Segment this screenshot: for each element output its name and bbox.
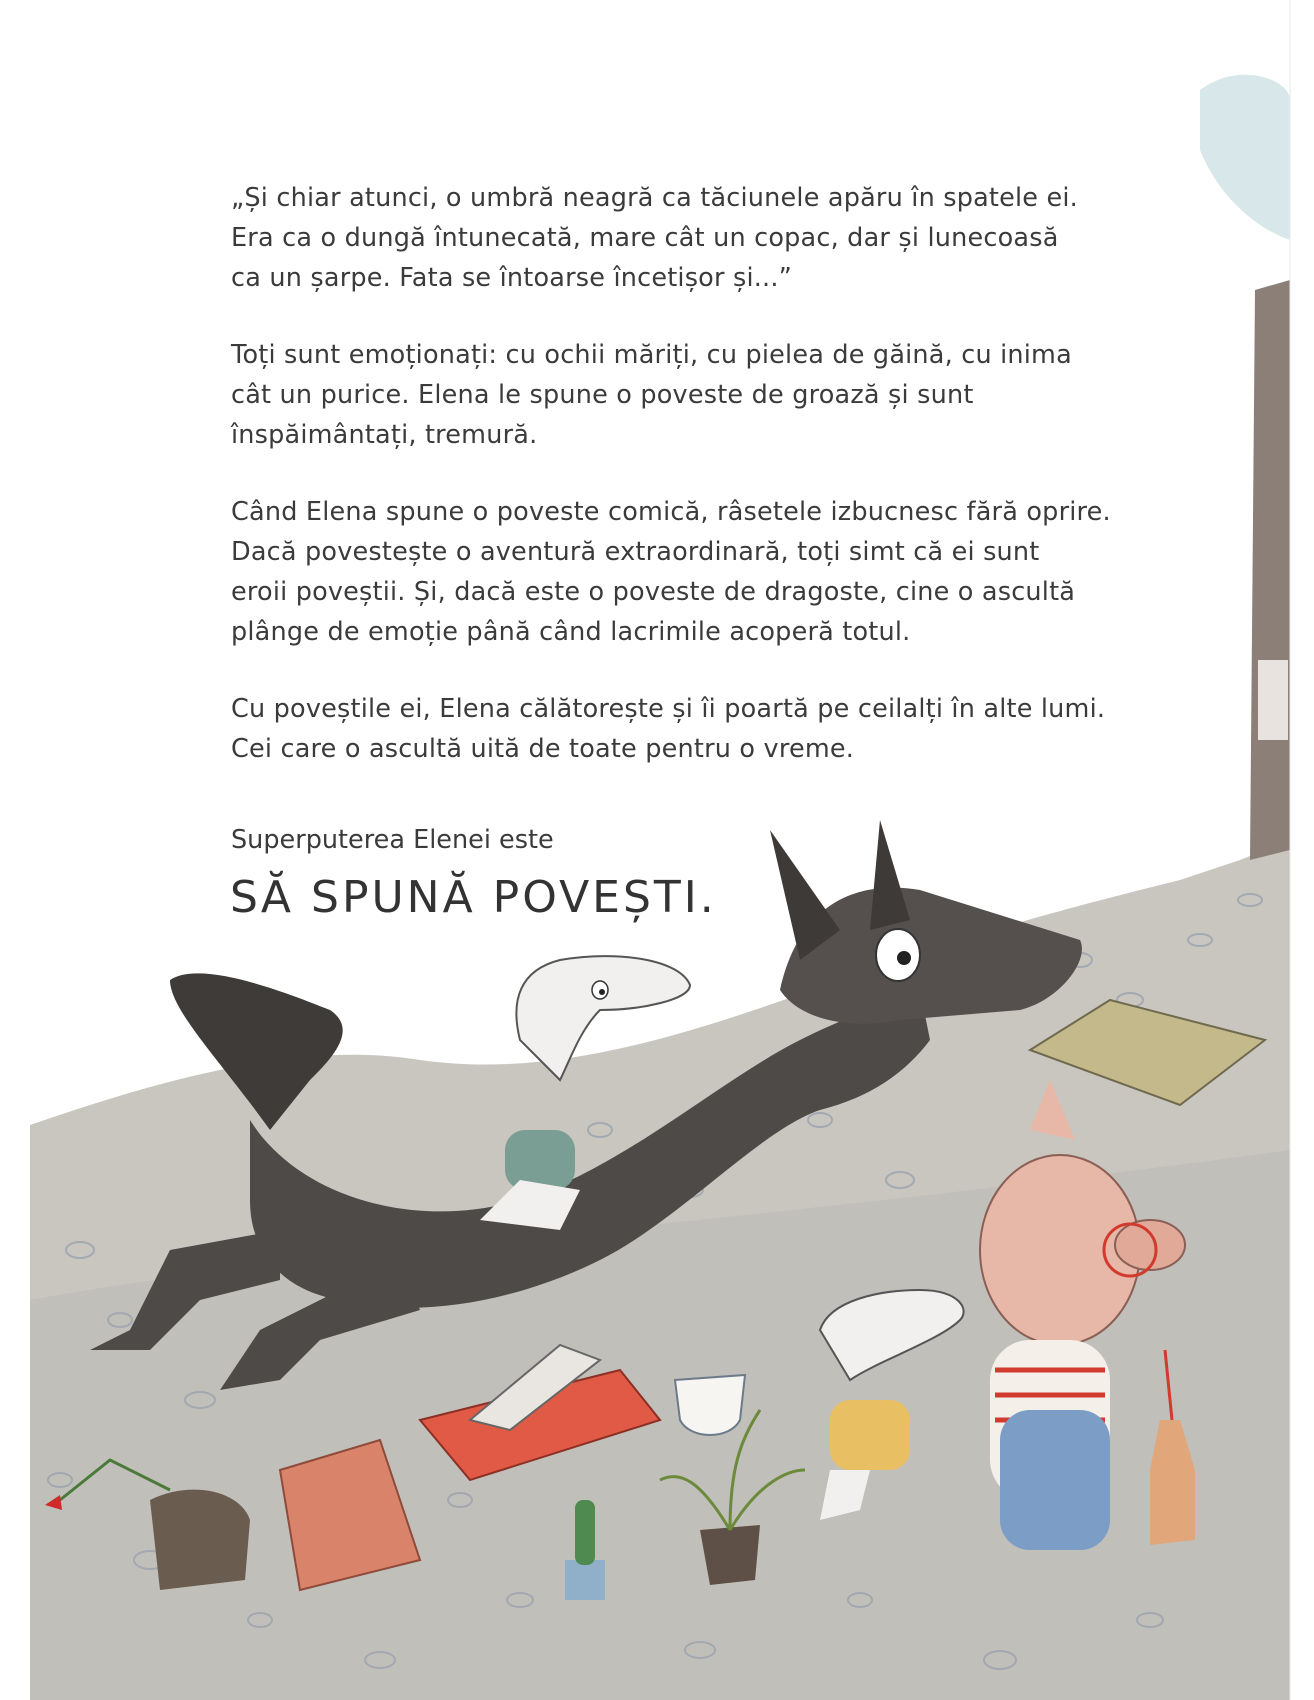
- building: [1250, 280, 1290, 860]
- paragraph-line: ca un șarpe. Fata se întoarse încetișor și...”: [231, 263, 793, 293]
- paragraph-line: Toți sunt emoționați: cu ochii măriți, cu pielea de găină, cu inima: [231, 340, 1072, 370]
- teacup: [675, 1375, 745, 1435]
- story-text: [231, 178, 1111, 806]
- paragraph-4: [231, 689, 1111, 769]
- plant-sack: [150, 1490, 250, 1590]
- paragraph-line: eroii poveștii. Și, dacă este o poveste de dragoste, cine o ascultă: [231, 577, 1076, 607]
- paragraph-line: cât un purice. Elena le spune o poveste de groază și sunt: [231, 380, 974, 410]
- paragraph-line: Când Elena spune o poveste comică, râsetele izbucnesc fără oprire.: [231, 497, 1111, 527]
- superpower-intro: Superputerea Elenei este: [231, 825, 554, 855]
- superpower-headline: SĂ SPUNĂ POVEȘTI.: [230, 872, 717, 923]
- paragraph-line: înspăimântați, tremură.: [231, 420, 538, 450]
- paragraph-line: Dacă povestește o aventură extraordinară, toți simt că ei sunt: [231, 537, 1040, 567]
- paragraph-line: Cei care o ascultă uită de toate pentru o vreme.: [231, 734, 855, 764]
- paragraph-line: „Și chiar atunci, o umbră neagră ca tăciunele apăru în spatele ei.: [231, 183, 1078, 213]
- paragraph-3: [231, 492, 1111, 652]
- paragraph-1: [231, 178, 1111, 298]
- paragraph-2: [231, 335, 1111, 455]
- paragraph-line: Era ca o dungă întunecată, mare cât un copac, dar și lunecoasă: [231, 223, 1059, 253]
- cactus: [575, 1500, 595, 1565]
- cactus-pot: [565, 1560, 605, 1600]
- paragraph-line: plânge de emoție până când lacrimile acoperă totul.: [231, 617, 911, 647]
- potted-plant: [700, 1525, 760, 1585]
- paragraph-line: Cu poveștile ei, Elena călătorește și îi poartă pe ceilalți în alte lumi.: [231, 694, 1106, 724]
